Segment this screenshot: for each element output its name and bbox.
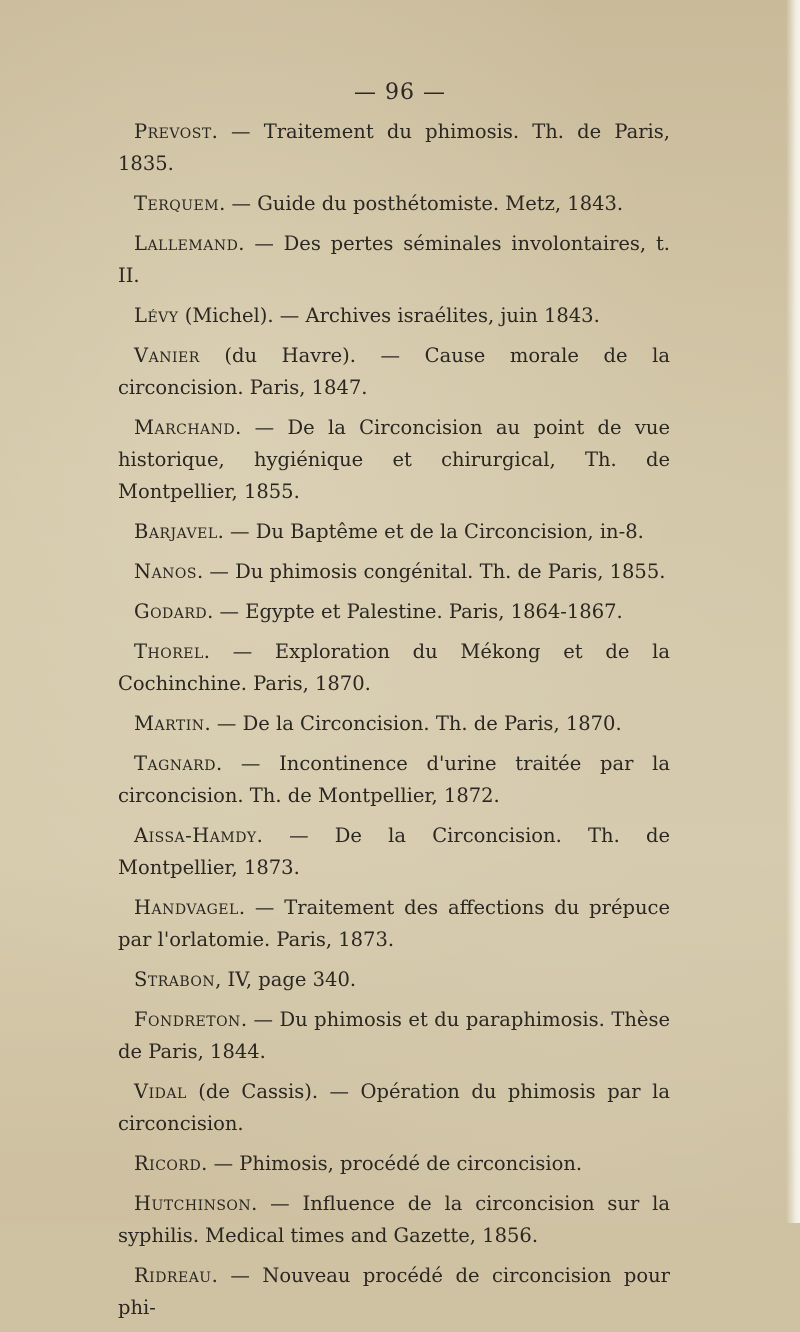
entry-author: Barjavel	[134, 520, 218, 543]
entry-author: Vidal	[134, 1080, 187, 1103]
page-number: — 96 —	[354, 80, 446, 105]
bibliography-entry	[118, 556, 670, 588]
entry-author: Handvagel	[134, 896, 239, 919]
entry-text: . — Influence de la circoncision sur la syphilis. Medical times and Gazette, 1856.	[118, 1192, 670, 1247]
entry-author: Terquem	[134, 192, 220, 215]
bibliography-entry	[118, 188, 670, 220]
bibliography-entry	[118, 116, 670, 180]
entry-author: Ridreau	[134, 1264, 212, 1287]
entry-text: . — Du phimosis et du paraphimosis. Thèse de Paris, 1844.	[118, 1008, 670, 1063]
entry-author: Godard	[134, 600, 208, 623]
bibliography-entry	[118, 1260, 670, 1324]
bibliography-entry	[118, 1076, 670, 1140]
entry-text: , IV, page 340.	[215, 968, 357, 991]
entry-text: . — Du Baptême et de la Circoncision, in-8.	[217, 520, 644, 543]
entry-text: . — Traitement des affections du prépuce par l'orlatomie. Paris, 1873.	[118, 896, 670, 951]
bibliography-entry	[118, 228, 670, 292]
entry-author: Martin	[134, 712, 205, 735]
entry-text: (Michel). — Archives israélites, juin 1843.	[178, 304, 600, 327]
bibliography-entry	[118, 516, 670, 548]
entry-author: Hutchinson	[134, 1192, 252, 1215]
bibliography-entry	[118, 748, 670, 812]
entry-text: . — De la Circoncision. Th. de Paris, 1870.	[204, 712, 622, 735]
bibliography-list	[118, 116, 670, 1332]
bibliography-entry	[118, 1148, 670, 1180]
entry-author: Fondreton	[134, 1008, 241, 1031]
bibliography-entry	[118, 820, 670, 884]
bibliography-entry	[118, 964, 670, 996]
entry-author: Marchand	[134, 416, 236, 439]
entry-text: . — De la Circoncision au point de vue historique, hygiénique et chirurgical, Th. de Montpellier, 1855.	[118, 416, 670, 503]
entry-author: Prevost	[134, 120, 212, 143]
entry-author: Tagnard	[134, 752, 216, 775]
entry-author: Vanier	[134, 344, 200, 367]
bibliography-entry	[118, 596, 670, 628]
entry-text: . — Guide du posthétomiste. Metz, 1843.	[219, 192, 624, 215]
entry-text: . — Incontinence d'urine traitée par la circoncision. Th. de Montpellier, 1872.	[118, 752, 670, 807]
entry-author: Ricord	[134, 1152, 202, 1175]
entry-author: Nanos	[134, 560, 197, 583]
page-edge	[786, 0, 800, 1223]
bibliography-entry	[118, 892, 670, 956]
bibliography-entry	[118, 300, 670, 332]
entry-author: Lévy	[134, 304, 179, 327]
entry-author: Thorel	[134, 640, 204, 663]
entry-text: . — Nouveau procédé de circoncision pour phi-	[118, 1264, 670, 1319]
entry-text: . — Des pertes séminales involontaires, t. II.	[118, 232, 670, 287]
entry-text: . — Traitement du phimosis. Th. de Paris, 1835.	[118, 120, 670, 175]
entry-text: . — Egypte et Palestine. Paris, 1864-1867.	[207, 600, 623, 623]
entry-text: (du Havre). — Cause morale de la circoncision. Paris, 1847.	[118, 344, 670, 399]
bibliography-entry	[118, 708, 670, 740]
entry-author: Lallemand	[134, 232, 239, 255]
entry-text: . — De la Circoncision. Th. de Montpellier, 1873.	[118, 824, 670, 879]
bibliography-entry	[118, 340, 670, 404]
bibliography-entry	[118, 636, 670, 700]
entry-text: (de Cassis). — Opération du phimosis par la circoncision.	[118, 1080, 670, 1135]
entry-text: . — Phimosis, procédé de circoncision.	[201, 1152, 583, 1175]
bibliography-entry	[118, 1004, 670, 1068]
entry-author: Aissa-Hamdy	[134, 824, 257, 847]
bibliography-entry	[118, 412, 670, 508]
entry-text: . — Exploration du Mékong et de la Cochinchine. Paris, 1870.	[118, 640, 670, 695]
bibliography-entry	[118, 1188, 670, 1252]
entry-text: . — Du phimosis congénital. Th. de Paris, 1855.	[197, 560, 666, 583]
entry-author: Strabon	[134, 968, 216, 991]
